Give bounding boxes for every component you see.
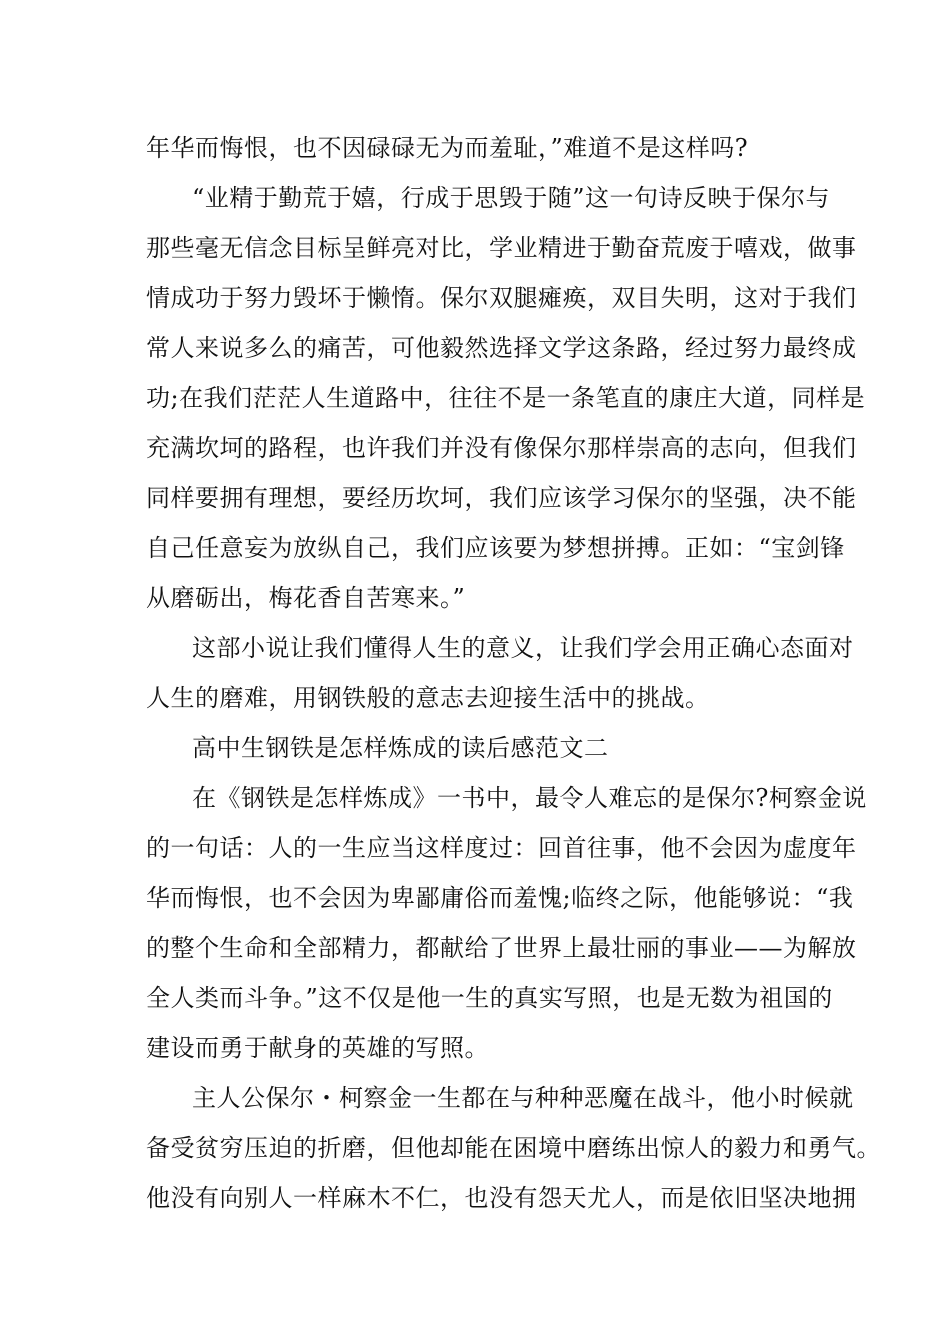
text-line: 全人类而斗争。”这不仅是他一生的真实写照，也是无数为祖国的 bbox=[146, 984, 833, 1012]
text-line: 充满坎坷的路程，也许我们并没有像保尔那样崇高的志向，但我们 bbox=[146, 434, 857, 462]
text-line: 自己任意妄为放纵自己，我们应该要为梦想拼搏。正如：“宝剑锋 bbox=[146, 534, 845, 562]
text-line: 的一句话：人的一生应当这样度过：回首往事，他不会因为虚度年 bbox=[146, 834, 857, 862]
text-line: 从磨砺出，梅花香自苦寒来。” bbox=[146, 584, 466, 612]
text-line: 建设而勇于献身的英雄的写照。 bbox=[146, 1034, 489, 1062]
text-line: 华而悔恨，也不会因为卑鄙庸俗而羞愧;临终之际，他能够说：“我 bbox=[146, 884, 854, 912]
text-line: 同样要拥有理想，要经历坎坷，我们应该学习保尔的坚强，决不能 bbox=[146, 484, 857, 512]
paragraph-start-line: 这部小说让我们懂得人生的意义，让我们学会用正确心态面对 bbox=[192, 634, 854, 662]
text-line: 人生的磨难，用钢铁般的意志去迎接生活中的挑战。 bbox=[146, 684, 710, 712]
text-line: 常人来说多么的痛苦，可他毅然选择文学这条路，经过努力最终成 bbox=[146, 334, 857, 362]
text-line: 年华而悔恨，也不因碌碌无为而羞耻，”难道不是这样吗? bbox=[146, 134, 749, 162]
text-line: 情成功于努力毁坏于懒惰。保尔双腿瘫痪，双目失明，这对于我们 bbox=[146, 284, 857, 312]
paragraph-start-line: 在《钢铁是怎样炼成》一书中，最令人难忘的是保尔?柯察金说 bbox=[192, 784, 867, 812]
text-line: 的整个生命和全部精力，都献给了世界上最壮丽的事业——为解放 bbox=[146, 934, 857, 962]
text-line: 备受贫穷压迫的折磨，但他却能在困境中磨练出惊人的毅力和勇气。 bbox=[146, 1134, 881, 1162]
text-line: 那些毫无信念目标呈鲜亮对比，学业精进于勤奋荒废于嘻戏，做事 bbox=[146, 234, 857, 262]
paragraph-start-line: “业精于勤荒于嬉，行成于思毁于随”这一句诗反映于保尔与 bbox=[192, 184, 831, 212]
text-line: 功;在我们茫茫人生道路中，往往不是一条笔直的康庄大道，同样是 bbox=[146, 384, 866, 412]
text-line: 他没有向别人一样麻木不仁，也没有怨天尤人，而是依旧坚决地拥 bbox=[146, 1184, 857, 1212]
paragraph-start-line: 主人公保尔・柯察金一生都在与种种恶魔在战斗，他小时候就 bbox=[192, 1084, 854, 1112]
section-heading: 高中生钢铁是怎样炼成的读后感范文二 bbox=[192, 734, 609, 762]
